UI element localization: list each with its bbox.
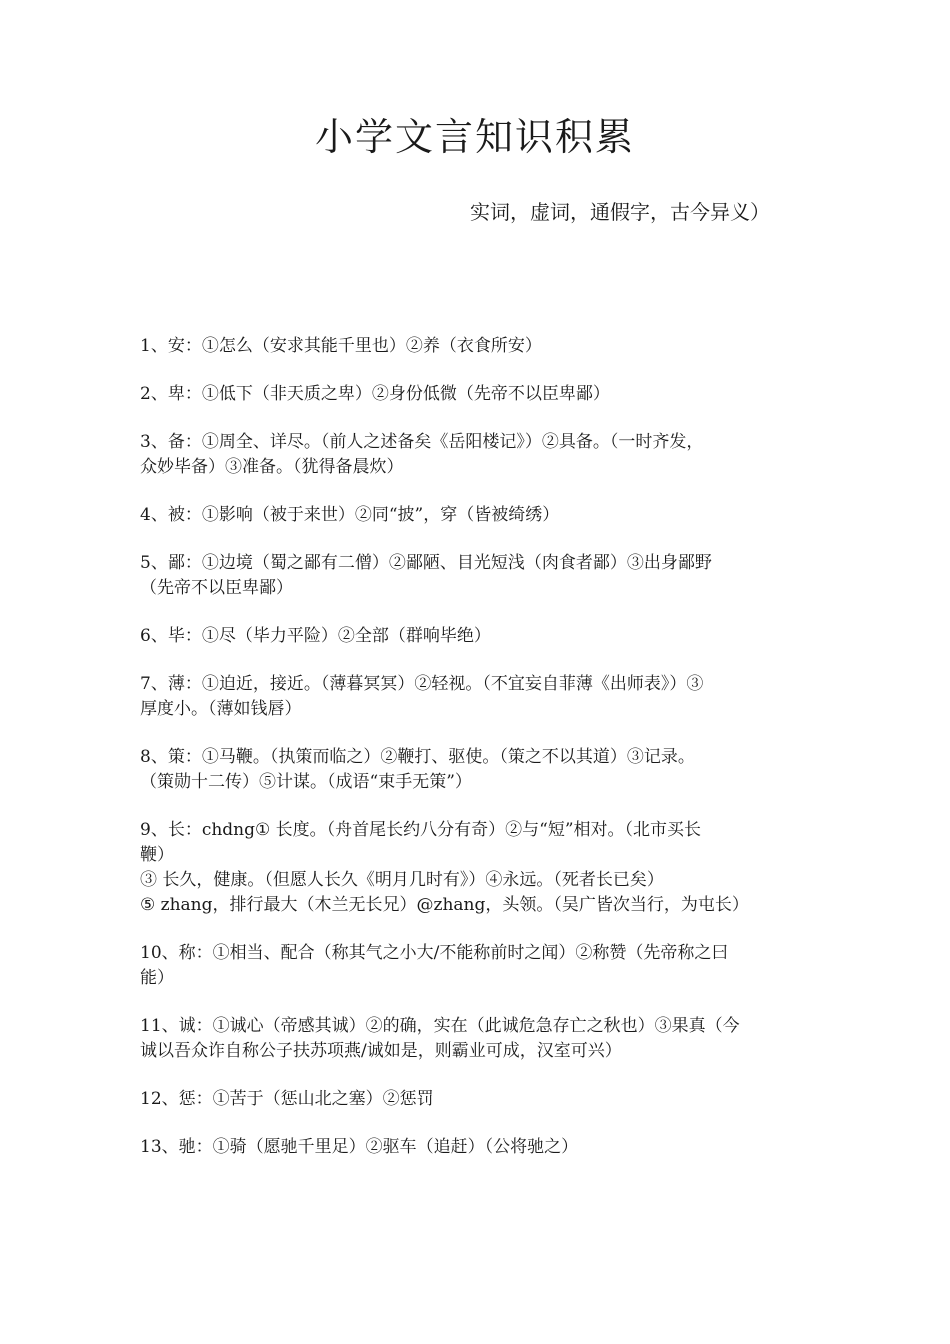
- entry-line: 诚以吾众诈自称公子扶苏项燕/诚如是，则霸业可成，汉室可兴）: [140, 1041, 622, 1061]
- list-item: [140, 334, 815, 359]
- entry-line: 1、安：①怎么（安求其能千里也）②养（衣食所安）: [140, 336, 542, 356]
- list-item: [140, 551, 815, 601]
- list-item: [140, 503, 815, 528]
- list-item: [140, 624, 815, 649]
- entry-line: 厚度小。（薄如钱唇）: [140, 699, 302, 719]
- list-item: [140, 818, 815, 918]
- entry-line: 鞭）: [140, 845, 174, 865]
- entry-line: 能）: [140, 968, 174, 988]
- list-item: [140, 745, 815, 795]
- entry-line: 4、被：①影响（被于来世）②同“披”，穿（皆被绮绣）: [140, 505, 560, 525]
- list-item: [140, 941, 815, 991]
- entry-line: （先帝不以臣卑鄙）: [140, 578, 293, 598]
- entry-line: （策勋十二传）⑤计谋。（成语“束手无策”）: [140, 772, 472, 792]
- entry-line: ⑤ zhang，排行最大（木兰无长兄）@zhang，头领。（吴广皆次当行，为屯长）: [140, 895, 749, 915]
- entry-line: 13、驰：①骑（愿驰千里足）②驱车（追赶）（公将驰之）: [140, 1137, 579, 1157]
- entry-line: 12、惩：①苦于（惩山北之塞）②惩罚: [140, 1089, 434, 1109]
- entry-line: 众妙毕备）③准备。（犹得备晨炊）: [140, 457, 404, 477]
- entry-line: 3、备：①周全、详尽。（前人之述备矣《岳阳楼记》）②具备。（一时齐发，: [140, 432, 704, 452]
- list-item: [140, 672, 815, 722]
- entry-line: 9、长：chdng① 长度。（舟首尾长约八分有奇）②与“短”相对。（北市买长: [140, 820, 702, 840]
- entry-line: 10、称：①相当、配合（称其气之小大/不能称前时之闻）②称赞（先帝称之曰: [140, 943, 729, 963]
- entry-line: ③ 长久，健康。（但愿人长久《明月几时有》）④永远。（死者长已矣）: [140, 870, 664, 890]
- entry-line: 6、毕：①尽（毕力平险）②全部（群响毕绝）: [140, 626, 491, 646]
- entry-line: 11、诚：①诚心（帝感其诚）②的确，实在（此诚危急存亡之秋也）③果真（今: [140, 1016, 740, 1036]
- list-item: [140, 1087, 815, 1112]
- list-item: [140, 430, 815, 480]
- list-item: [140, 382, 815, 407]
- entry-line: 8、策：①马鞭。（执策而临之）②鞭打、驱使。（策之不以其道）③记录。: [140, 747, 695, 767]
- entry-line: 7、薄：①迫近，接近。（薄暮冥冥）②轻视。（不宜妄自菲薄《出师表》）③: [140, 674, 704, 694]
- page-subtitle: 实词，虚词，通假字，古今异义）: [470, 200, 770, 224]
- list-item: [140, 1135, 815, 1160]
- entry-line: 2、卑：①低下（非天质之卑）②身份低微（先帝不以臣卑鄙）: [140, 384, 610, 404]
- entry-list: [140, 334, 815, 1183]
- list-item: [140, 1014, 815, 1064]
- entry-line: 5、鄙：①边境（蜀之鄙有二僧）②鄙陋、目光短浅（肉食者鄙）③出身鄙野: [140, 553, 712, 573]
- page-title: 小学文言知识积累: [314, 115, 635, 159]
